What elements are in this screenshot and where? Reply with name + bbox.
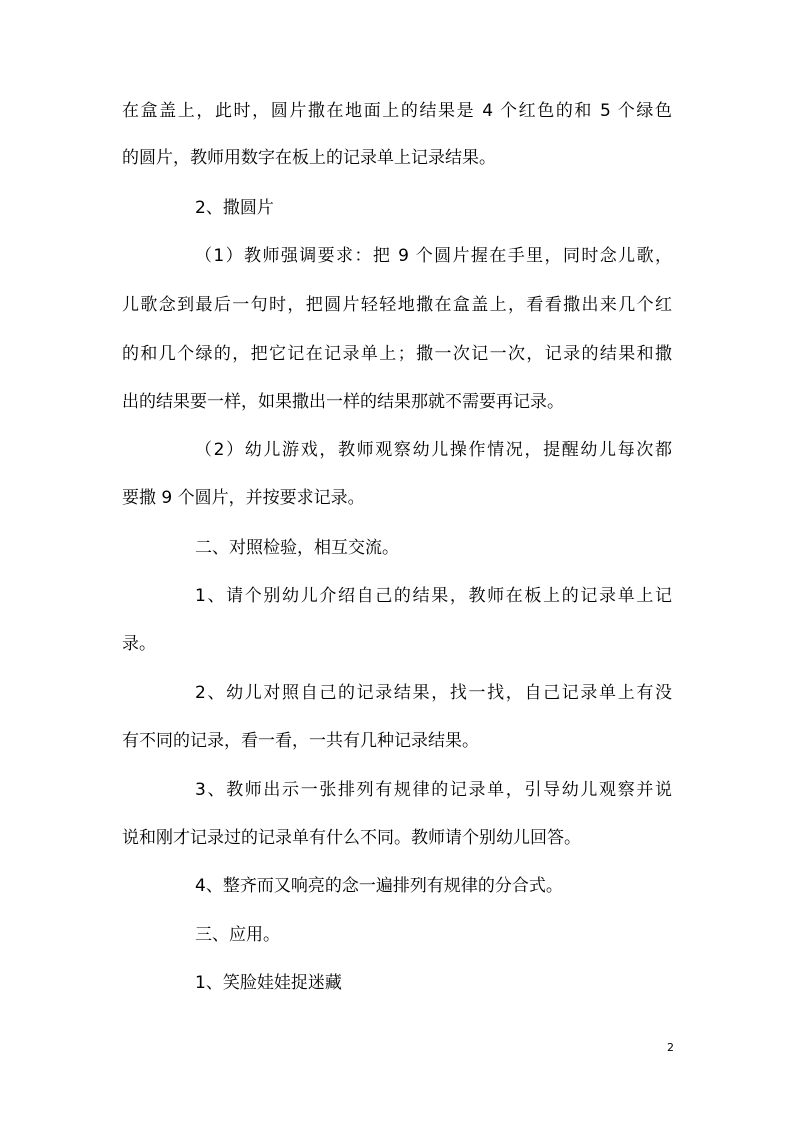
page-number: 2 — [667, 1041, 674, 1054]
paragraph-line: 说和刚才记录过的记录单有什么不同。教师请个别幼儿回答。 — [122, 828, 581, 848]
paragraph-line: 要撒 9 个圆片，并按要求记录。 — [122, 488, 365, 508]
paragraph-line: 的和几个绿的，把它记在记录单上；撒一次记一次，记录的结果和撒 — [122, 344, 672, 364]
paragraph-line: （2）幼儿游戏，教师观察幼儿操作情况，提醒幼儿每次都 — [195, 440, 672, 460]
paragraph-line: 的圆片，教师用数字在板上的记录单上记录结果。 — [122, 148, 496, 168]
section-heading: 1、笑脸娃娃捉迷藏 — [195, 973, 342, 993]
paragraph-line: 4、整齐而又响亮的念一遍排列有规律的分合式。 — [195, 876, 563, 896]
section-heading: 2、撒圆片 — [195, 198, 274, 218]
paragraph-line: 2、幼儿对照自己的记录结果，找一找，自己记录单上有没 — [195, 683, 672, 703]
paragraph-line: 3、教师出示一张排列有规律的记录单，引导幼儿观察并说 — [195, 780, 672, 800]
paragraph-line: 在盒盖上，此时，圆片撒在地面上的结果是 4 个红色的和 5 个绿色 — [122, 101, 672, 121]
paragraph-line: 1、请个别幼儿介绍自己的结果，教师在板上的记录单上记 — [195, 586, 672, 606]
section-heading: 三、应用。 — [195, 925, 280, 945]
paragraph-line: 出的结果要一样，如果撒出一样的结果那就不需要再记录。 — [122, 392, 564, 412]
paragraph-line: （1）教师强调要求：把 9 个圆片握在手里，同时念儿歌， — [195, 246, 672, 266]
paragraph-line: 录。 — [122, 634, 156, 654]
paragraph-line: 有不同的记录，看一看，一共有几种记录结果。 — [122, 731, 479, 751]
section-heading: 二、对照检验，相互交流。 — [195, 538, 399, 558]
paragraph-line: 儿歌念到最后一句时，把圆片轻轻地撒在盒盖上，看看撒出来几个红 — [122, 295, 672, 315]
